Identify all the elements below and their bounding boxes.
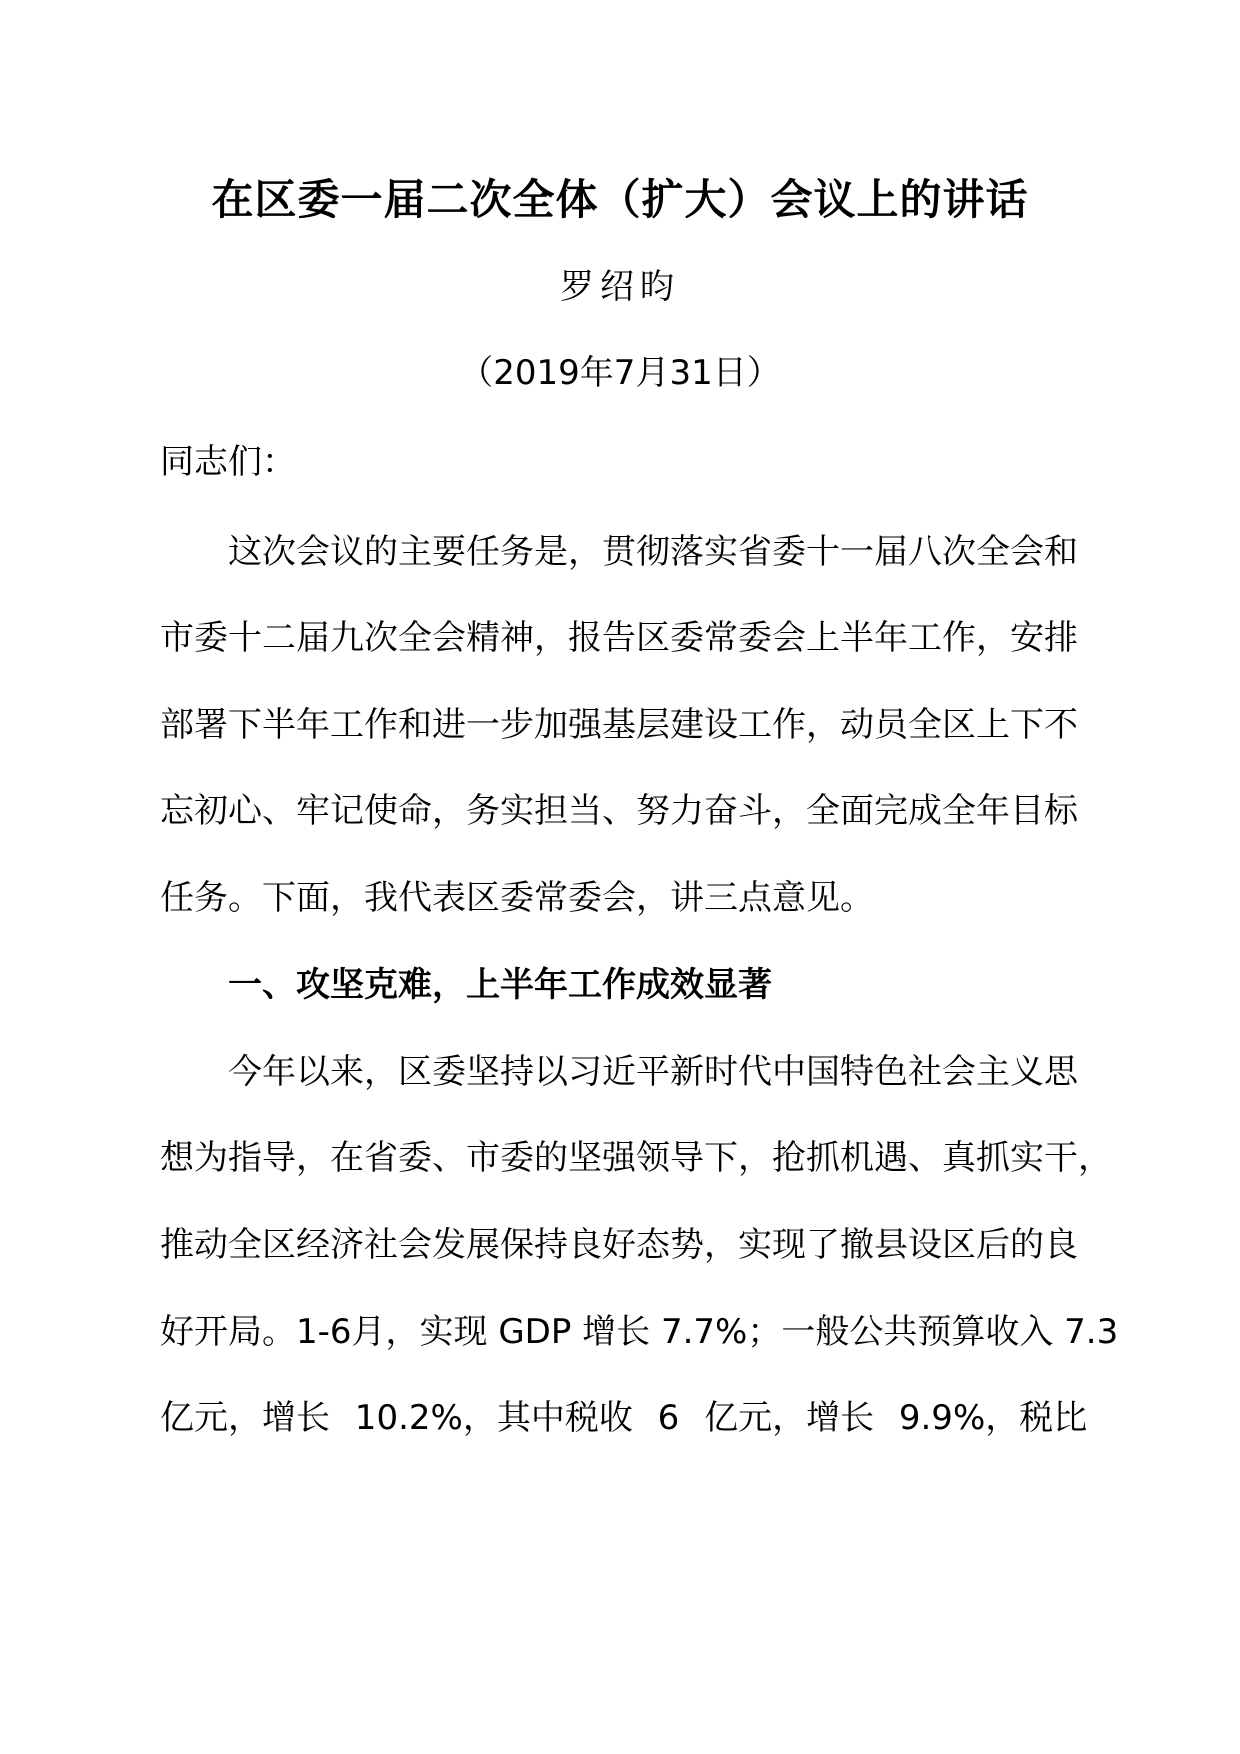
- speech-date: （2019年7月31日）: [459, 353, 781, 393]
- paragraph-1-line-3: 部署下半年工作和进一步加强基层建设工作，动员全区上下不: [160, 705, 1078, 745]
- paragraph-1-line-1: 这次会议的主要任务是，贯彻落实省委十一届八次全会和: [228, 532, 1078, 572]
- author-name: 罗绍昀: [560, 267, 680, 307]
- paragraph-1-line-4: 忘初心、牢记使命，务实担当、努力奋斗，全面完成全年目标: [160, 791, 1078, 831]
- paragraph-2-line-5: 亿元，增长 10.2%，其中税收 6 亿元，增长 9.9%，税比: [160, 1398, 1088, 1438]
- paragraph-2-line-2: 想为指导，在省委、市委的坚强领导下，抢抓机遇、真抓实干，: [160, 1138, 1112, 1178]
- section-1-heading: 一、攻坚克难，上半年工作成效显著: [228, 965, 772, 1005]
- paragraph-2-line-1: 今年以来，区委坚持以习近平新时代中国特色社会主义思: [228, 1052, 1078, 1092]
- document-title: 在区委一届二次全体（扩大）会议上的讲话: [211, 175, 1029, 224]
- paragraph-1-line-5: 任务。下面，我代表区委常委会，讲三点意见。: [160, 878, 874, 918]
- paragraph-2-line-4: 好开局。1-6月，实现 GDP 增长 7.7%；一般公共预算收入 7.3: [160, 1312, 1119, 1352]
- salutation: 同志们：: [160, 442, 296, 482]
- paragraph-2-line-3: 推动全区经济社会发展保持良好态势，实现了撤县设区后的良: [160, 1225, 1078, 1265]
- paragraph-1-line-2: 市委十二届九次全会精神，报告区委常委会上半年工作，安排: [160, 618, 1078, 658]
